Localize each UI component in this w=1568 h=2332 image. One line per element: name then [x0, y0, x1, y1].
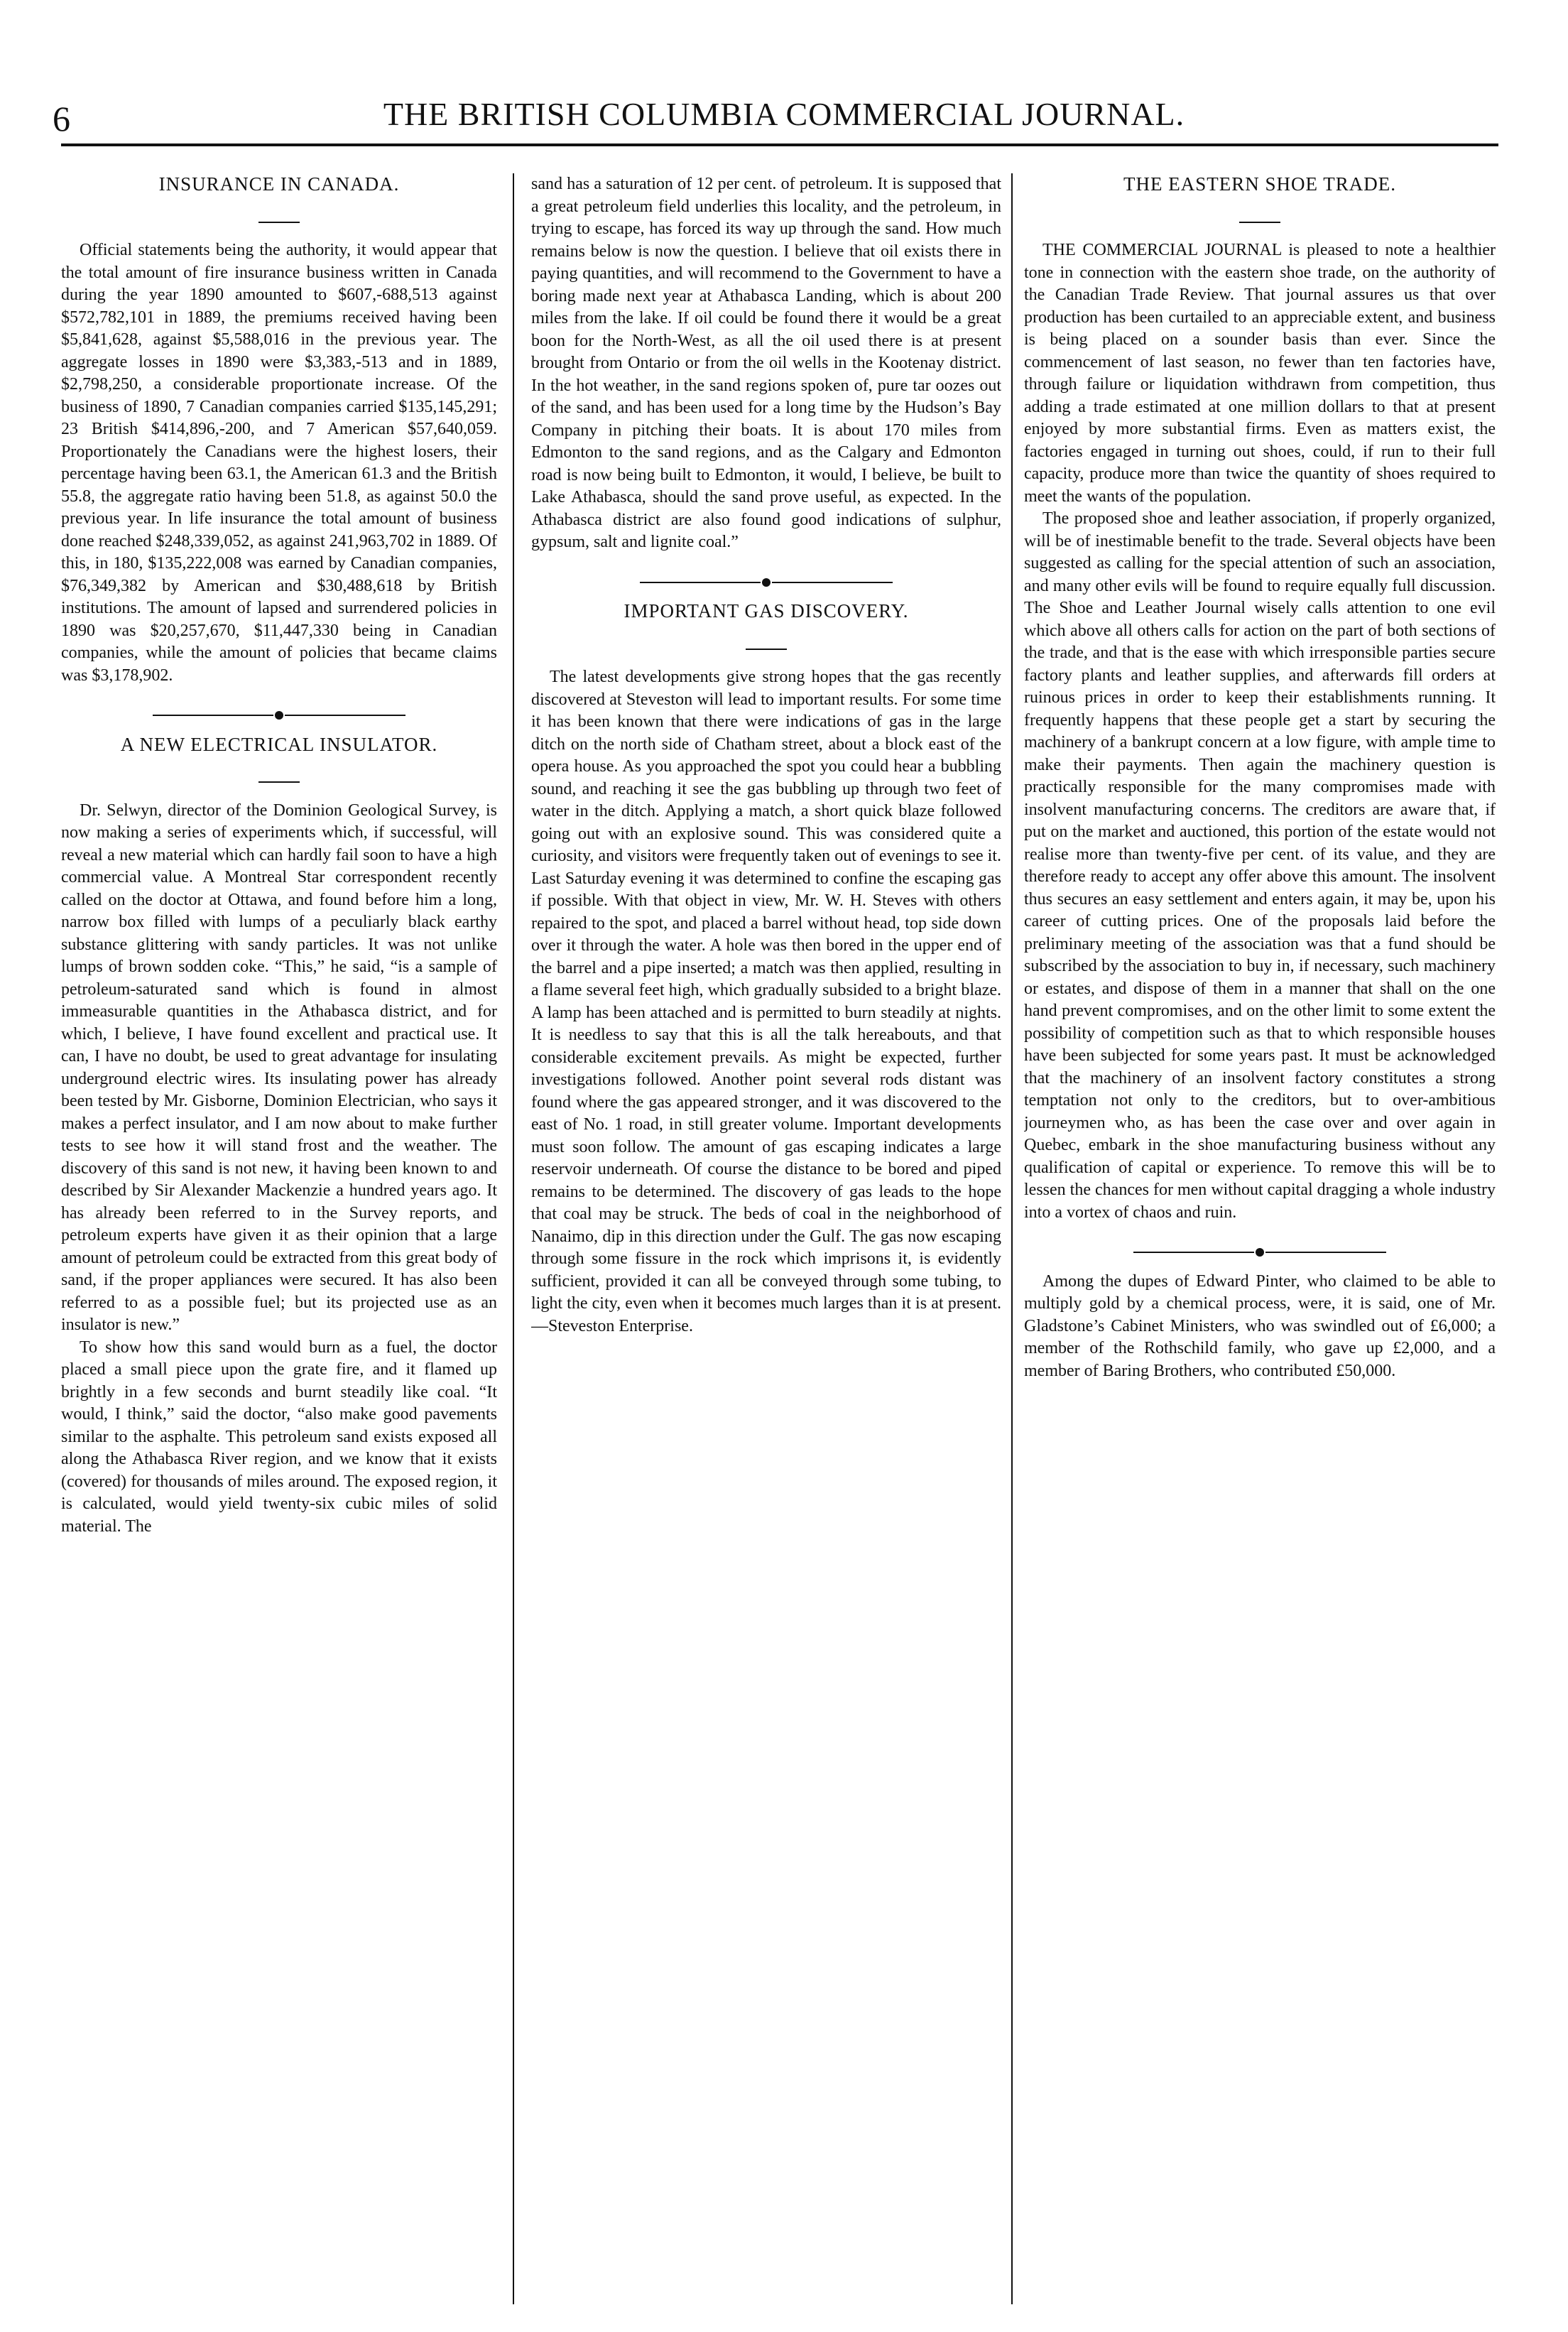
- headline-rule: [531, 634, 1001, 657]
- column-rule: [513, 173, 514, 2304]
- article-separator: [531, 571, 1001, 594]
- headline-rule: [61, 207, 497, 230]
- article-gas-discovery: [531, 600, 1001, 1338]
- article-insurance-in-canada: [61, 173, 497, 687]
- article-separator: [61, 704, 497, 727]
- article-paragraph: THE COMMERCIAL JOURNAL is pleased to note a healthier tone in connection with the eastern shoe trade, on the authority of the Canadian Trade Review. That journal assures us that over production has been curtailed to an appreciable extent, and business is being placed on a sounder basis than ever. Since the commencement of last season, no fewer than ten factories have, through failure or liquidation withdrawn from competition, thus adding a trade estimated at one million dollars to that at present enjoyed by more substantial firms. Even as matters exist, the factories engaged in turning out shoes, could, if run to their full capacity, produce more than twice the quantity of shoes required to meet the wants of the population.: [1024, 241, 1496, 506]
- column-rule: [1011, 173, 1013, 2304]
- article-continuation: [531, 173, 1001, 554]
- column-1: [61, 173, 497, 2304]
- article-headline: THE EASTERN SHOE TRADE.: [1123, 173, 1396, 195]
- article-paragraph: The latest developments give strong hopes that the gas recently discovered at Steveston will lead to important results. For some time it has been known that there were indications of gas in the large ditch on the north side of Chatham street, about a block east of the opera house. As you approached the spot you could hear a bubbling sound, and reaching it see the gas bubbling up through two feet of water in the ditch. Applying a match, a short quick blaze followed going out with an explosive sound. This was considered quite a curiosity, and visitors were frequently taken out of evenings to see it. Last Saturday evening it was determined to confine the escaping gas if possible. With that object in view, Mr. W. H. Steves with others repaired to the spot, and placed a barrel without head, top side down over it through the water. A hole was then bored in the upper end of the barrel and a pipe inserted; a match was then applied, resulting in a flame several feet high, which gradually subsided to a bright blaze. A lamp has been attached and is permitted to burn steadily at nights. It is needless to say that this is all the talk hereabouts, and that considerable excitement prevails. As might be expected, further investigations followed. Another point several rods distant was found where the gas appeared stronger, and it was discovered to the east of No. 1 road, in still greater volume. Important developments must soon follow. The amount of gas escaping indicates a large reservoir underneath. Of course the distance to be bored and piped remains to be determined. The discovery of gas leads to the hope that coal may be struck. The beds of coal in the neighborhood of Nanaimo, dip in this direction under the Gulf. The gas now escaping through some fissure in the rock which imprisons it, is evidently sufficient, provided it can all be conveyed through some tubing, to light the city, even when it becomes much larges than it is at present.—Steveston Enterprise.: [531, 668, 1001, 1335]
- running-head: THE BRITISH COLUMBIA COMMERCIAL JOURNAL.: [383, 96, 1185, 132]
- article-electrical-insulator: [61, 734, 497, 1539]
- article-eastern-shoe-trade: [1024, 173, 1496, 1224]
- header-rule: [61, 143, 1498, 146]
- article-headline: INSURANCE IN CANADA.: [158, 173, 400, 195]
- column-3: [1024, 173, 1496, 2304]
- article-headline: IMPORTANT GAS DISCOVERY.: [624, 600, 909, 622]
- headline-rule: [1024, 207, 1496, 230]
- article-headline: A NEW ELECTRICAL INSULATOR.: [120, 733, 438, 755]
- article-paragraph: To show how this sand would burn as a fuel, the doctor placed a small piece upon the grate fire, and it flamed up brightly in a few seconds and burnt steadily like coal. “It would, I think,” said the doctor, “also make good pavements similar to the asphalte. This petroleum sand exists exposed all along the Athabasca River region, and we know that it exists (covered) for thousands of miles around. The exposed region, it is calculated, would yield twenty-six cubic miles of solid material. The: [61, 1338, 497, 1536]
- article-edward-pinter: [1024, 1271, 1496, 1383]
- article-paragraph: Dr. Selwyn, director of the Dominion Geological Survey, is now making a series of experiments which, if successful, will reveal a new material which can hardly fail soon to have a high commercial value. A Montreal Star correspondent recently called on the doctor at Ottawa, and found before him a long, narrow box filled with lumps of a peculiarly black earthy substance glittering with sandy particles. It was not unlike lumps of brown sodden coke. “This,” he said, “is a sample of petroleum-saturated sand which is found in almost immeasurable quantities in the Athabasca district, and for which, I believe, I have found excellent and practical use. It can, I have no doubt, be used to great advantage for insulating underground electric wires. Its insulating power has already been tested by Mr. Gisborne, Dominion Electrician, who says it makes a perfect insulator, and I am now about to make further tests to see how it will stand frost and the weather. The discovery of this sand is not new, it having been known to and described by Sir Alexander Mackenzie a hundred years ago. It has already been referred to in the Survey reports, and petroleum experts have given it as their opinion that a large amount of petroleum could be extracted from this great body of sand, if the proper appliances were secured. It has also been referred to as a possible fuel; but its projected use as an insulator is new.”: [61, 801, 497, 1334]
- headline-rule: [61, 767, 497, 790]
- article-paragraph: Official statements being the authority, it would appear that the total amount of fire insurance business written in Canada during the year 1890 amounted to $607,-688,513 against $572,782,101 in 1889, the premiums received having been $5,841,628, against $5,588,016 in the previous year. The aggregate losses in 1890 were $3,383,-513 and in 1889, $2,798,250, a considerable proportionate increase. Of the business of 1890, 7 Canadian companies carried $135,145,291; 23 British $414,896,-200, and 7 American $57,640,059. Proportionately the Canadians were the highest losers, their percentage having been 63.1, the American 61.3 and the British 55.8, the aggregate ratio having been 51.8, as against 50.0 the previous year. In life insurance the total amount of business done reached $248,339,052, as against 241,963,702 in 1889. Of this, in 180, $135,222,008 was earned by Canadian companies, $76,349,382 by American and $30,488,618 by British institutions. The amount of lapsed and surrendered policies in 1890 was $20,257,670, $11,447,330 being in Canadian companies, while the amount of policies that became claims was $3,178,902.: [61, 241, 497, 685]
- page-number: 6: [53, 99, 70, 139]
- article-paragraph: Among the dupes of Edward Pinter, who claimed to be able to multiply gold by a chemical process, were, it is said, one of Mr. Gladstone’s Cabinet Ministers, who was swindled out of £6,000; a member of the Rothschild family, who gave up £2,000, and a member of Baring Brothers, who contributed £50,000.: [1024, 1271, 1496, 1380]
- column-2: [531, 173, 1001, 2304]
- article-paragraph: sand has a saturation of 12 per cent. of petroleum. It is supposed that a great petroleum field underlies this locality, and the petroleum, in trying to escape, has forced its way up through the sand. How much remains below is now the question. I believe that oil exists there in paying quantities, and will recommend to the Government to have a boring made next year at Athabasca Landing, which is about 200 miles from the lake. If oil could be found there it would be a great boon for the North-West, as all the oil used there is at present brought from Ontario or from the oil wells in the Kootenay district. In the hot weather, in the sand regions spoken of, pure tar oozes out of the sand, and has been used for a long time by the Hudson’s Bay Company in pitching their boats. It is about 170 miles from Edmonton to the sand regions, and as the Calgary and Edmonton road is now being built to Edmonton, it would, I believe, be built to Lake Athabasca, should the sand prove useful, as expected. In the Athabasca district are also found good indications of sulphur, gypsum, salt and lignite coal.”: [531, 175, 1001, 551]
- article-separator: [1024, 1241, 1496, 1264]
- article-paragraph: The proposed shoe and leather association, if properly organized, will be of inestimable benefit to the trade. Several objects have been suggested as calling for the special attention of such an association, and many other evils will be found to require equally full discussion. The Shoe and Leather Journal wisely calls attention to one evil which above all others calls for action on the part of both sections of the trade, and that is the ease with which irresponsible parties secure factory plants and leather supplies, and afterwards fill orders at ruinous prices in order to keep their establishments running. It frequently happens that these people get a start by securing the machinery of a bankrupt concern at a low figure, with ample time to make their payments. Then again the machinery question is practically responsible for the many compromises made with insolvent manufacturing concerns. The creditors are aware that, if put on the market and auctioned, this portion of the estate would not realise more than twenty-five per cent. of its value, and they are therefore ready to accept any offer above this amount. The insolvent thus secures an easy settlement and enters again, it may be, upon his career of cutting prices. One of the proposals laid before the preliminary meeting of the association was that a fund should be subscribed by the association to buy in, if necessary, such machinery or estates, and dispose of them in a manner that shall on the one hand prevent compromises, and on the other limit to some extent the possibility of competition such as that to which responsible houses have been subjected for some years past. It must be acknowledged that the machinery of an insolvent factory constitutes a strong temptation not only to the creditors, but to over-ambitious journeymen who, as has been the case over and over again in Quebec, embark in the shoe manufacturing business without any qualification of capital or experience. To remove this will be to lessen the chances for men without capital dragging a whole industry into a vortex of chaos and ruin.: [1024, 509, 1496, 1222]
